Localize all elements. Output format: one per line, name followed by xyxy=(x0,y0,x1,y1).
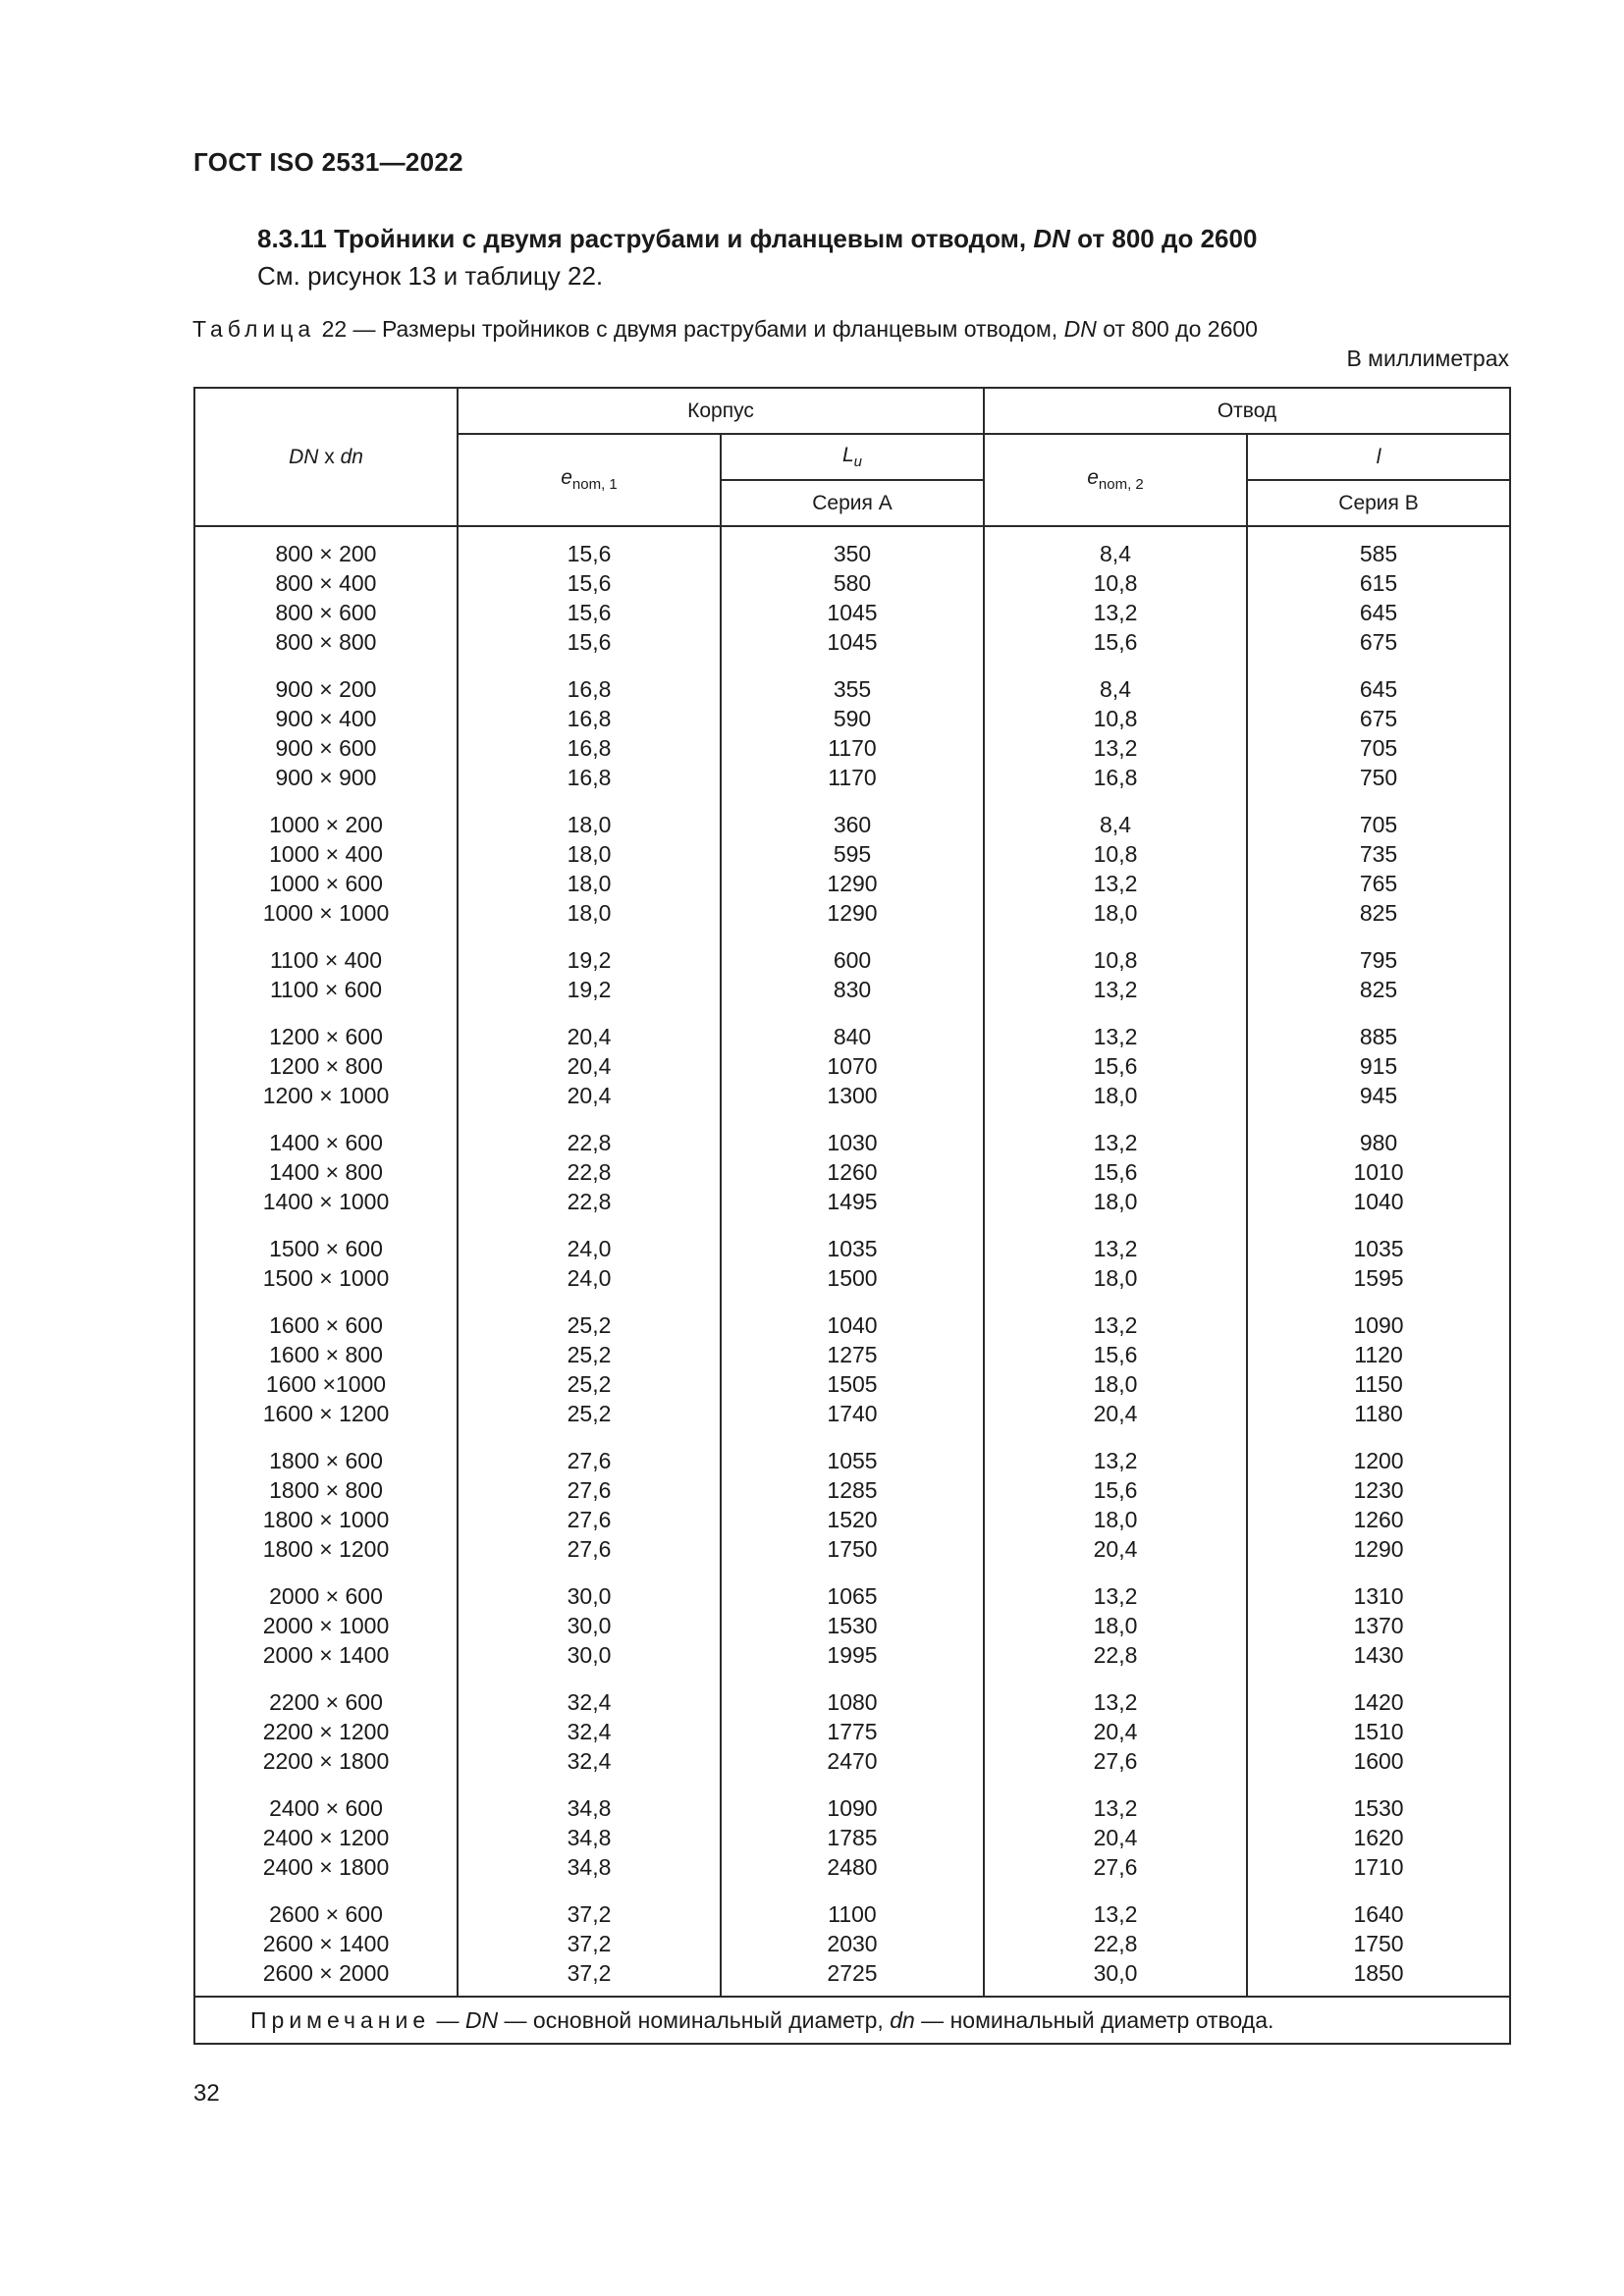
cell-l-series-b: 1120 xyxy=(1247,1340,1510,1369)
cell-e-nom-2: 10,8 xyxy=(984,839,1247,869)
cell-e-nom-1: 32,4 xyxy=(458,1717,721,1746)
cell-e-nom-1: 25,2 xyxy=(458,1399,721,1428)
cell-e-nom-1: 18,0 xyxy=(458,792,721,839)
header-dn-main: DN xyxy=(289,445,319,468)
table-body xyxy=(194,526,1510,1997)
section-title-dn: DN xyxy=(1033,224,1070,253)
cell-lu-series-a: 1035 xyxy=(721,1216,984,1263)
cell-e-nom-1: 15,6 xyxy=(458,568,721,598)
table-row xyxy=(194,1776,1510,1823)
cell-e-nom-1: 16,8 xyxy=(458,733,721,763)
cell-e-nom-1: 34,8 xyxy=(458,1823,721,1852)
cell-dn-dn: 1200 × 600 xyxy=(194,1004,458,1051)
table-row xyxy=(194,1670,1510,1717)
table-row xyxy=(194,1157,1510,1187)
cell-e-nom-1: 15,6 xyxy=(458,526,721,568)
cell-l-series-b: 705 xyxy=(1247,792,1510,839)
cell-e-nom-1: 15,6 xyxy=(458,598,721,627)
cell-l-series-b: 1180 xyxy=(1247,1399,1510,1428)
cell-dn-dn: 1800 × 600 xyxy=(194,1428,458,1475)
cell-l-series-b: 915 xyxy=(1247,1051,1510,1081)
header-l: l xyxy=(1247,434,1510,480)
cell-lu-series-a: 1065 xyxy=(721,1564,984,1611)
cell-dn-dn: 2200 × 1200 xyxy=(194,1717,458,1746)
cell-dn-dn: 1000 × 1000 xyxy=(194,898,458,928)
cell-e-nom-1: 37,2 xyxy=(458,1958,721,1997)
cell-dn-dn: 1400 × 800 xyxy=(194,1157,458,1187)
cell-l-series-b: 1510 xyxy=(1247,1717,1510,1746)
cell-lu-series-a: 1290 xyxy=(721,898,984,928)
cell-lu-series-a: 2480 xyxy=(721,1852,984,1882)
cell-lu-series-a: 2030 xyxy=(721,1929,984,1958)
cell-e-nom-1: 20,4 xyxy=(458,1004,721,1051)
table-row xyxy=(194,1640,1510,1670)
header-e-nom-2-sub: nom, 2 xyxy=(1098,476,1144,494)
cell-e-nom-2: 13,2 xyxy=(984,869,1247,898)
cell-lu-series-a: 590 xyxy=(721,704,984,733)
table-row xyxy=(194,839,1510,869)
cell-e-nom-2: 20,4 xyxy=(984,1399,1247,1428)
table-row xyxy=(194,733,1510,763)
cell-dn-dn: 1500 × 600 xyxy=(194,1216,458,1263)
cell-e-nom-1: 32,4 xyxy=(458,1746,721,1776)
cell-e-nom-2: 18,0 xyxy=(984,1369,1247,1399)
table-row xyxy=(194,1882,1510,1929)
page-number: 32 xyxy=(193,2080,220,2107)
cell-dn-dn: 1400 × 600 xyxy=(194,1110,458,1157)
cell-lu-series-a: 360 xyxy=(721,792,984,839)
cell-lu-series-a: 1500 xyxy=(721,1263,984,1293)
cell-lu-series-a: 1090 xyxy=(721,1776,984,1823)
table-caption-label: Таблица xyxy=(192,316,316,342)
cell-l-series-b: 1090 xyxy=(1247,1293,1510,1340)
cell-e-nom-2: 18,0 xyxy=(984,1611,1247,1640)
cell-e-nom-2: 13,2 xyxy=(984,1216,1247,1263)
dimensions-table xyxy=(193,387,1511,2045)
table-note xyxy=(194,1997,1510,2044)
cell-dn-dn: 2400 × 1200 xyxy=(194,1823,458,1852)
section-reference: См. рисунок 13 и таблицу 22. xyxy=(257,261,604,291)
table-row xyxy=(194,1428,1510,1475)
cell-e-nom-1: 22,8 xyxy=(458,1187,721,1216)
note-dn-branch: dn xyxy=(890,2006,915,2033)
table-caption xyxy=(192,316,1258,343)
cell-lu-series-a: 350 xyxy=(721,526,984,568)
table-row xyxy=(194,1534,1510,1564)
table-row xyxy=(194,1399,1510,1428)
cell-e-nom-1: 24,0 xyxy=(458,1263,721,1293)
cell-e-nom-1: 22,8 xyxy=(458,1157,721,1187)
cell-l-series-b: 1040 xyxy=(1247,1187,1510,1216)
cell-l-series-b: 1750 xyxy=(1247,1929,1510,1958)
cell-dn-dn: 800 × 600 xyxy=(194,598,458,627)
cell-e-nom-2: 10,8 xyxy=(984,568,1247,598)
cell-l-series-b: 675 xyxy=(1247,704,1510,733)
cell-dn-dn: 800 × 200 xyxy=(194,526,458,568)
cell-l-series-b: 1850 xyxy=(1247,1958,1510,1997)
cell-e-nom-2: 13,2 xyxy=(984,1776,1247,1823)
cell-lu-series-a: 1170 xyxy=(721,763,984,792)
table-row xyxy=(194,1216,1510,1263)
cell-dn-dn: 2600 × 1400 xyxy=(194,1929,458,1958)
header-e-nom-2 xyxy=(984,434,1247,526)
cell-l-series-b: 1420 xyxy=(1247,1670,1510,1717)
cell-l-series-b: 675 xyxy=(1247,627,1510,657)
cell-l-series-b: 1290 xyxy=(1247,1534,1510,1564)
cell-e-nom-1: 19,2 xyxy=(458,975,721,1004)
table-caption-range: от 800 до 2600 xyxy=(1103,316,1258,342)
table-row xyxy=(194,928,1510,975)
cell-e-nom-2: 20,4 xyxy=(984,1717,1247,1746)
table-row xyxy=(194,1746,1510,1776)
cell-e-nom-1: 15,6 xyxy=(458,627,721,657)
cell-e-nom-2: 22,8 xyxy=(984,1929,1247,1958)
cell-dn-dn: 900 × 900 xyxy=(194,763,458,792)
cell-l-series-b: 645 xyxy=(1247,657,1510,704)
cell-e-nom-2: 13,2 xyxy=(984,1564,1247,1611)
cell-lu-series-a: 355 xyxy=(721,657,984,704)
header-series-b: Серия В xyxy=(1247,480,1510,526)
cell-dn-dn: 1100 × 600 xyxy=(194,975,458,1004)
cell-e-nom-2: 13,2 xyxy=(984,975,1247,1004)
table-row xyxy=(194,568,1510,598)
cell-lu-series-a: 1070 xyxy=(721,1051,984,1081)
cell-dn-dn: 1800 × 1000 xyxy=(194,1505,458,1534)
cell-dn-dn: 2600 × 2000 xyxy=(194,1958,458,1997)
cell-dn-dn: 1100 × 400 xyxy=(194,928,458,975)
cell-dn-dn: 800 × 800 xyxy=(194,627,458,657)
cell-dn-dn: 1600 ×1000 xyxy=(194,1369,458,1399)
table-row xyxy=(194,1823,1510,1852)
document-header: ГОСТ ISO 2531—2022 xyxy=(193,147,463,177)
cell-lu-series-a: 600 xyxy=(721,928,984,975)
note-dash: — xyxy=(430,2006,465,2033)
table-row xyxy=(194,898,1510,928)
cell-l-series-b: 825 xyxy=(1247,898,1510,928)
cell-e-nom-2: 20,4 xyxy=(984,1534,1247,1564)
note-text-2: — номинальный диаметр отвода. xyxy=(914,2006,1274,2033)
cell-lu-series-a: 580 xyxy=(721,568,984,598)
cell-e-nom-1: 22,8 xyxy=(458,1110,721,1157)
cell-lu-series-a: 1300 xyxy=(721,1081,984,1110)
cell-l-series-b: 1600 xyxy=(1247,1746,1510,1776)
cell-l-series-b: 885 xyxy=(1247,1004,1510,1051)
table-row xyxy=(194,1717,1510,1746)
table-row xyxy=(194,704,1510,733)
cell-e-nom-2: 10,8 xyxy=(984,704,1247,733)
cell-lu-series-a: 1260 xyxy=(721,1157,984,1187)
table-row xyxy=(194,1081,1510,1110)
cell-l-series-b: 1200 xyxy=(1247,1428,1510,1475)
table-row xyxy=(194,1110,1510,1157)
header-lu-base: L xyxy=(841,443,854,466)
header-e-nom-1 xyxy=(458,434,721,526)
cell-e-nom-2: 30,0 xyxy=(984,1958,1247,1997)
cell-dn-dn: 800 × 400 xyxy=(194,568,458,598)
cell-l-series-b: 1310 xyxy=(1247,1564,1510,1611)
cell-l-series-b: 615 xyxy=(1247,568,1510,598)
cell-l-series-b: 705 xyxy=(1247,733,1510,763)
cell-e-nom-1: 16,8 xyxy=(458,704,721,733)
cell-e-nom-2: 13,2 xyxy=(984,1293,1247,1340)
cell-l-series-b: 945 xyxy=(1247,1081,1510,1110)
cell-l-series-b: 1010 xyxy=(1247,1157,1510,1187)
cell-l-series-b: 585 xyxy=(1247,526,1510,568)
table-row xyxy=(194,763,1510,792)
cell-dn-dn: 2000 × 1000 xyxy=(194,1611,458,1640)
table-units: В миллиметрах xyxy=(1346,346,1509,371)
table-row xyxy=(194,1340,1510,1369)
cell-l-series-b: 795 xyxy=(1247,928,1510,975)
table-row xyxy=(194,1475,1510,1505)
cell-e-nom-2: 15,6 xyxy=(984,1340,1247,1369)
cell-e-nom-1: 24,0 xyxy=(458,1216,721,1263)
cell-lu-series-a: 1100 xyxy=(721,1882,984,1929)
cell-l-series-b: 1260 xyxy=(1247,1505,1510,1534)
cell-e-nom-2: 10,8 xyxy=(984,928,1247,975)
cell-e-nom-2: 13,2 xyxy=(984,1004,1247,1051)
cell-l-series-b: 765 xyxy=(1247,869,1510,898)
cell-e-nom-1: 27,6 xyxy=(458,1428,721,1475)
cell-e-nom-1: 27,6 xyxy=(458,1534,721,1564)
note-dn-main: DN xyxy=(464,2006,499,2033)
cell-l-series-b: 1710 xyxy=(1247,1852,1510,1882)
cell-lu-series-a: 1520 xyxy=(721,1505,984,1534)
cell-lu-series-a: 1170 xyxy=(721,733,984,763)
table-row xyxy=(194,1187,1510,1216)
cell-dn-dn: 2400 × 1800 xyxy=(194,1852,458,1882)
cell-e-nom-1: 25,2 xyxy=(458,1369,721,1399)
cell-l-series-b: 1150 xyxy=(1247,1369,1510,1399)
cell-dn-dn: 1600 × 800 xyxy=(194,1340,458,1369)
cell-lu-series-a: 2470 xyxy=(721,1746,984,1776)
table-row xyxy=(194,526,1510,568)
cell-l-series-b: 1230 xyxy=(1247,1475,1510,1505)
cell-dn-dn: 2200 × 600 xyxy=(194,1670,458,1717)
table-row xyxy=(194,1852,1510,1882)
cell-lu-series-a: 830 xyxy=(721,975,984,1004)
header-e-nom-2-base: e xyxy=(1087,466,1099,490)
cell-e-nom-1: 34,8 xyxy=(458,1852,721,1882)
table-row xyxy=(194,1369,1510,1399)
header-branch-group: Отвод xyxy=(984,388,1510,434)
cell-e-nom-2: 27,6 xyxy=(984,1852,1247,1882)
cell-dn-dn: 900 × 400 xyxy=(194,704,458,733)
table-row xyxy=(194,1611,1510,1640)
table-caption-text: 22 — Размеры тройников с двумя раструбами и фланцевым отводом, xyxy=(321,316,1058,342)
header-dn-branch: dn xyxy=(340,445,363,468)
cell-e-nom-2: 13,2 xyxy=(984,1670,1247,1717)
cell-l-series-b: 1530 xyxy=(1247,1776,1510,1823)
note-text-1: — основной номинальный диаметр, xyxy=(498,2006,891,2033)
note-label: Примечание xyxy=(250,2006,431,2033)
cell-dn-dn: 2600 × 600 xyxy=(194,1882,458,1929)
cell-lu-series-a: 1495 xyxy=(721,1187,984,1216)
cell-e-nom-1: 18,0 xyxy=(458,839,721,869)
section-title-text: Тройники с двумя раструбами и фланцевым отводом, xyxy=(334,224,1027,253)
cell-e-nom-1: 37,2 xyxy=(458,1882,721,1929)
cell-e-nom-2: 8,4 xyxy=(984,657,1247,704)
cell-dn-dn: 2400 × 600 xyxy=(194,1776,458,1823)
cell-e-nom-2: 16,8 xyxy=(984,763,1247,792)
cell-e-nom-1: 20,4 xyxy=(458,1051,721,1081)
cell-e-nom-1: 16,8 xyxy=(458,657,721,704)
section-number: 8.3.11 xyxy=(257,224,327,253)
cell-e-nom-2: 13,2 xyxy=(984,1882,1247,1929)
cell-dn-dn: 2200 × 1800 xyxy=(194,1746,458,1776)
cell-e-nom-2: 13,2 xyxy=(984,598,1247,627)
table-row xyxy=(194,1929,1510,1958)
cell-l-series-b: 1620 xyxy=(1247,1823,1510,1852)
cell-e-nom-1: 32,4 xyxy=(458,1670,721,1717)
cell-lu-series-a: 1995 xyxy=(721,1640,984,1670)
cell-e-nom-1: 18,0 xyxy=(458,869,721,898)
cell-e-nom-2: 15,6 xyxy=(984,627,1247,657)
table-row xyxy=(194,869,1510,898)
cell-e-nom-2: 20,4 xyxy=(984,1823,1247,1852)
cell-e-nom-2: 15,6 xyxy=(984,1475,1247,1505)
table-caption-dn: DN xyxy=(1063,316,1097,342)
cell-dn-dn: 2000 × 1400 xyxy=(194,1640,458,1670)
cell-l-series-b: 645 xyxy=(1247,598,1510,627)
cell-e-nom-2: 13,2 xyxy=(984,733,1247,763)
cell-e-nom-1: 27,6 xyxy=(458,1475,721,1505)
cell-e-nom-2: 18,0 xyxy=(984,1081,1247,1110)
header-body-group: Корпус xyxy=(458,388,984,434)
cell-lu-series-a: 1505 xyxy=(721,1369,984,1399)
cell-lu-series-a: 1055 xyxy=(721,1428,984,1475)
cell-dn-dn: 1600 × 1200 xyxy=(194,1399,458,1428)
cell-l-series-b: 750 xyxy=(1247,763,1510,792)
cell-e-nom-2: 18,0 xyxy=(984,898,1247,928)
cell-e-nom-1: 25,2 xyxy=(458,1293,721,1340)
table-row xyxy=(194,627,1510,657)
cell-lu-series-a: 595 xyxy=(721,839,984,869)
table-row xyxy=(194,1051,1510,1081)
cell-l-series-b: 825 xyxy=(1247,975,1510,1004)
section-title-range: от 800 до 2600 xyxy=(1077,224,1258,253)
table-row xyxy=(194,1564,1510,1611)
cell-dn-dn: 1200 × 1000 xyxy=(194,1081,458,1110)
cell-lu-series-a: 1775 xyxy=(721,1717,984,1746)
cell-e-nom-1: 37,2 xyxy=(458,1929,721,1958)
header-dn-sep: x xyxy=(318,445,341,468)
table-row xyxy=(194,1263,1510,1293)
cell-e-nom-2: 13,2 xyxy=(984,1110,1247,1157)
cell-lu-series-a: 2725 xyxy=(721,1958,984,1997)
cell-lu-series-a: 1045 xyxy=(721,598,984,627)
cell-lu-series-a: 1045 xyxy=(721,627,984,657)
cell-e-nom-2: 18,0 xyxy=(984,1187,1247,1216)
cell-l-series-b: 1595 xyxy=(1247,1263,1510,1293)
cell-e-nom-1: 30,0 xyxy=(458,1640,721,1670)
cell-lu-series-a: 1285 xyxy=(721,1475,984,1505)
cell-dn-dn: 1500 × 1000 xyxy=(194,1263,458,1293)
cell-dn-dn: 1000 × 400 xyxy=(194,839,458,869)
table-row xyxy=(194,598,1510,627)
cell-dn-dn: 1400 × 1000 xyxy=(194,1187,458,1216)
table-row xyxy=(194,1505,1510,1534)
cell-lu-series-a: 1030 xyxy=(721,1110,984,1157)
table-row xyxy=(194,792,1510,839)
header-lu-sub: u xyxy=(853,454,863,471)
cell-lu-series-a: 1080 xyxy=(721,1670,984,1717)
cell-e-nom-2: 18,0 xyxy=(984,1263,1247,1293)
header-dn-dn xyxy=(194,388,458,526)
cell-e-nom-1: 25,2 xyxy=(458,1340,721,1369)
cell-e-nom-1: 18,0 xyxy=(458,898,721,928)
cell-e-nom-1: 19,2 xyxy=(458,928,721,975)
cell-dn-dn: 1200 × 800 xyxy=(194,1051,458,1081)
cell-dn-dn: 1000 × 200 xyxy=(194,792,458,839)
cell-dn-dn: 1800 × 1200 xyxy=(194,1534,458,1564)
cell-l-series-b: 1370 xyxy=(1247,1611,1510,1640)
cell-dn-dn: 2000 × 600 xyxy=(194,1564,458,1611)
cell-e-nom-1: 27,6 xyxy=(458,1505,721,1534)
cell-e-nom-2: 8,4 xyxy=(984,792,1247,839)
cell-e-nom-1: 30,0 xyxy=(458,1564,721,1611)
cell-l-series-b: 735 xyxy=(1247,839,1510,869)
cell-e-nom-2: 13,2 xyxy=(984,1428,1247,1475)
cell-lu-series-a: 1750 xyxy=(721,1534,984,1564)
cell-e-nom-2: 15,6 xyxy=(984,1157,1247,1187)
header-series-a: Серия А xyxy=(721,480,984,526)
cell-e-nom-1: 30,0 xyxy=(458,1611,721,1640)
cell-e-nom-1: 34,8 xyxy=(458,1776,721,1823)
cell-lu-series-a: 840 xyxy=(721,1004,984,1051)
cell-dn-dn: 1600 × 600 xyxy=(194,1293,458,1340)
cell-e-nom-2: 27,6 xyxy=(984,1746,1247,1776)
cell-e-nom-2: 15,6 xyxy=(984,1051,1247,1081)
header-e-nom-1-sub: nom, 1 xyxy=(571,476,618,494)
cell-lu-series-a: 1040 xyxy=(721,1293,984,1340)
cell-dn-dn: 900 × 200 xyxy=(194,657,458,704)
table-row xyxy=(194,657,1510,704)
cell-l-series-b: 1430 xyxy=(1247,1640,1510,1670)
cell-lu-series-a: 1740 xyxy=(721,1399,984,1428)
cell-l-series-b: 1640 xyxy=(1247,1882,1510,1929)
header-e-nom-1-base: e xyxy=(561,466,572,490)
cell-dn-dn: 1000 × 600 xyxy=(194,869,458,898)
cell-e-nom-2: 18,0 xyxy=(984,1505,1247,1534)
table-row xyxy=(194,1004,1510,1051)
table-row xyxy=(194,975,1510,1004)
cell-e-nom-1: 16,8 xyxy=(458,763,721,792)
cell-lu-series-a: 1785 xyxy=(721,1823,984,1852)
cell-dn-dn: 1800 × 800 xyxy=(194,1475,458,1505)
cell-e-nom-1: 20,4 xyxy=(458,1081,721,1110)
cell-lu-series-a: 1275 xyxy=(721,1340,984,1369)
cell-l-series-b: 980 xyxy=(1247,1110,1510,1157)
table-row xyxy=(194,1293,1510,1340)
cell-l-series-b: 1035 xyxy=(1247,1216,1510,1263)
table-row xyxy=(194,1958,1510,1997)
cell-e-nom-2: 22,8 xyxy=(984,1640,1247,1670)
cell-e-nom-2: 8,4 xyxy=(984,526,1247,568)
header-lu xyxy=(721,434,984,480)
cell-dn-dn: 900 × 600 xyxy=(194,733,458,763)
cell-lu-series-a: 1290 xyxy=(721,869,984,898)
cell-lu-series-a: 1530 xyxy=(721,1611,984,1640)
section-title xyxy=(257,224,1257,254)
